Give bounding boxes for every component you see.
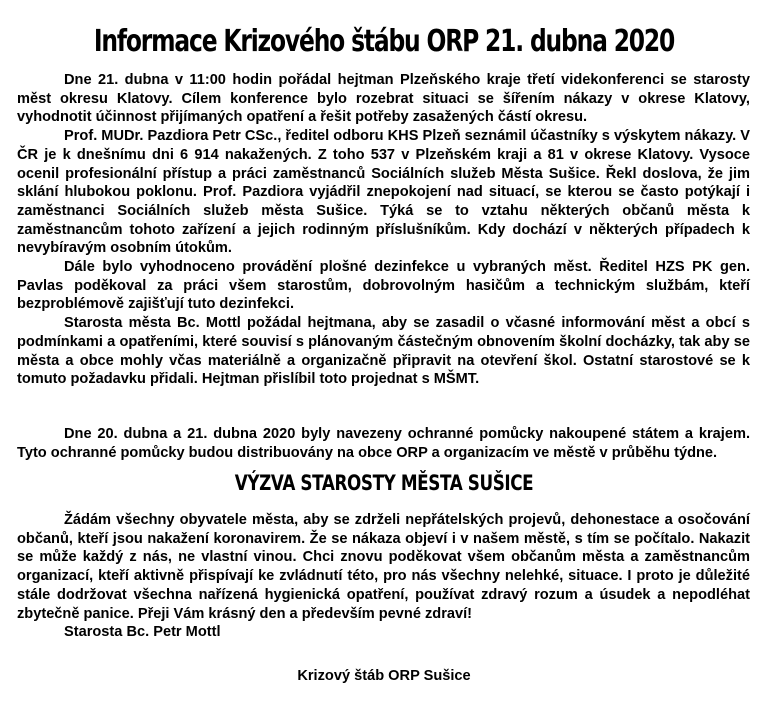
document-signoff: Krizový štáb ORP Sušice <box>297 668 471 684</box>
paragraph-protective-aids: Dne 20. dubna a 21. dubna 2020 byly navezeny ochranné pomůcky nakoupené státem a krajem. Tyto ochranné pomůcky budou distribuovány na obce ORP a organizacím ve městě v průběhu týdne. <box>17 426 750 461</box>
paragraph-videoconference: Dne 21. dubna v 11:00 hodin pořádal hejtman Plzeňského kraje třetí videkonferenci se starosty měst okresu Klatovy. Cílem konference bylo rozebrat situaci se šířením nákazy v okrese Klatovy, vyhodnotit účinnost přijímaných opatření a řešit potřeby zasažených částí okresu. <box>17 72 750 126</box>
appeal-text: Žádám všechny obyvatele města, aby se zdrželi nepřátelských projevů, dehonestace a osočování občanů, kteří jsou nakažení koronavirem. Že se nákaza objeví i v našem městě, s tím se počítalo. Nakazit se může každý z nás, ne vlastní vinou. Chci znovu poděkovat všem občanům města a zaměstnancům organizací, kteří aktivně přispívají ke zvládnutí této, pro nás všechny nelehké, situace. I proto je důležité stále dodržovat všechna nařízená hygienická opatření, používat zdravý rozum a úsudek a nepodléhat zbytečně panice. Přeji Vám krásný den a především pevné zdraví! <box>17 512 750 622</box>
appeal-title: VÝZVA STAROSTY MĚSTA SUŠICE <box>234 471 534 495</box>
appeal-signature: Starosta Bc. Petr Mottl <box>64 624 221 641</box>
report-section <box>17 71 750 389</box>
paragraph-school-request: Starosta města Bc. Mottl požádal hejtmana, aby se zasadil o včasné informování měst a obcí s podmínkami a opatřeními, které souvisí s plánovaným částečným obnovením školní docházky, tak aby se města a obce mohly včas materiálně a organizačně připravit na otevření škol. Ostatní starostové se k tomuto požadavku přidali. Hejtman přislíbil toto projednat s MŠMT. <box>17 315 750 388</box>
appeal-section <box>17 511 750 642</box>
document-title: Informace Krizového štábu ORP 21. dubna 2020 <box>93 24 675 59</box>
delivery-section <box>17 425 750 462</box>
paragraph-disinfection: Dále bylo vyhodnoceno provádění plošné dezinfekce u vybraných měst. Ředitel HZS PK gen. Pavlas poděkoval za práci všem starostům, dobrovolným hasičům a technickým službám, kteří bezproblémově zajišťují tuto dezinfekci. <box>17 259 750 313</box>
paragraph-khs-report: Prof. MUDr. Pazdiora Petr CSc., ředitel odboru KHS Plzeň seznámil účastníky s výskytem nákazy. V ČR je k dnešnímu dni 6 914 nakažených. Z toho 537 v Plzeňském kraji a 81 v okrese Klatovy. Vysoce ocenil profesionální přístup a práci zaměstnanců Sociálních služeb Města Sušice. Řekl doslova, že jim sklání hlubokou poklonu. Prof. Pazdiora vyjádřil znepokojení nad situací, se kterou se často potýkají i zaměstnanci Sociálních služeb města Sušice. Týká se to vztahu některých občanů města k zaměstnancům tohoto zařízení a jejich rodinným příslušníkům. Kdy dochází v některých případech k nevybíravým osobním útokům. <box>17 128 750 257</box>
